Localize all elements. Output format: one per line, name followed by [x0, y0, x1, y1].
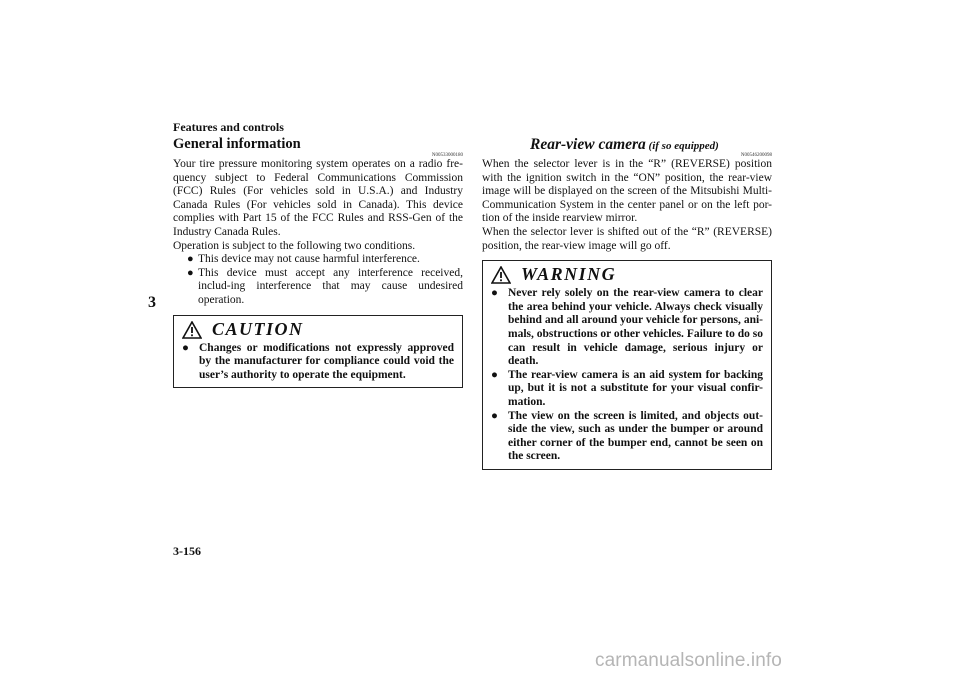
section-code: N00533000180: [431, 153, 463, 158]
body-paragraph: When the selector lever is in the “R” (REVERSE) position with the ignition switch in the “ON” position, the rear-view image will be displayed on the screen of the Mitsubishi Multi-Communication System in the center panel or on the left por-tion of the inside rearview mirror.: [482, 158, 772, 225]
list-item: ● This device may not cause harmful interference.: [187, 253, 420, 266]
body-paragraph: When the selector lever is shifted out of the “R” (REVERSE) position, the rear-view image will go off.: [482, 225, 772, 252]
warning-list: [491, 287, 763, 464]
caution-title: CAUTION: [212, 318, 304, 339]
caution-box: [173, 315, 463, 389]
page-number: 3-156: [173, 544, 201, 558]
bullet-icon: ●: [187, 266, 194, 279]
warning-title: WARNING: [521, 264, 617, 285]
title-suffix: (if so equipped): [645, 140, 719, 152]
bullet-icon: ●: [491, 287, 498, 300]
list-item: ● This device must accept any interference received, includ-ing interference that may cause undesired operation.: [187, 266, 463, 306]
left-heading: [173, 138, 463, 158]
right-heading: [482, 138, 772, 158]
chapter-tab: 3: [148, 294, 156, 311]
conditions-list: [173, 253, 463, 307]
body-paragraph: Operation is subject to the following two conditions.: [173, 239, 416, 252]
warning-triangle-icon: [491, 266, 511, 284]
caution-header: [182, 320, 454, 340]
left-column: [173, 138, 463, 388]
right-column: [482, 138, 772, 470]
watermark: carmanualsonline.info: [595, 650, 782, 671]
section-header: Features and controls: [173, 120, 284, 134]
general-information-title: General information: [173, 136, 301, 152]
body-paragraph: Your tire pressure monitoring system operates on a radio fre-quency subject to Federal Communications Commission (FCC) Rules (For vehicles sold in U.S.A.) and Industry Canada Rules (For vehicles sold in Canada). This device complies with Part 15 of the FCC Rules and RSS-Gen of the Industry Canada Rules.: [173, 158, 463, 238]
bullet-icon: ●: [491, 409, 498, 422]
bullet-icon: ●: [182, 341, 189, 354]
rear-view-camera-title: Rear-view camera (if so equipped): [530, 136, 719, 153]
bullet-icon: ●: [491, 368, 498, 381]
warning-header: [491, 265, 763, 285]
list-item: ● The rear-view camera is an aid system for backing up, but it is not a substitute for your visual confir-mation.: [491, 368, 763, 408]
warning-box: [482, 260, 772, 470]
caution-list: [182, 342, 454, 383]
list-item: ● The view on the screen is limited, and objects out-side the view, such as under the bumper or around either corner of the bumper end, cannot be seen on the screen.: [491, 409, 763, 463]
list-item: ● Never rely solely on the rear-view camera to clear the area behind your vehicle. Always check visually behind and all around your vehicle for persons, ani-mals, obstructions or other vehicles. Failure to do so can result in vehicle damage, serious injury or death.: [491, 287, 763, 368]
section-code: N00546200098: [740, 153, 772, 158]
bullet-icon: ●: [187, 253, 194, 266]
warning-triangle-icon: [182, 321, 202, 339]
list-item: ● Changes or modifications not expressly approved by the manufacturer for compliance could void the user’s authority to operate the equipment.: [182, 341, 454, 381]
